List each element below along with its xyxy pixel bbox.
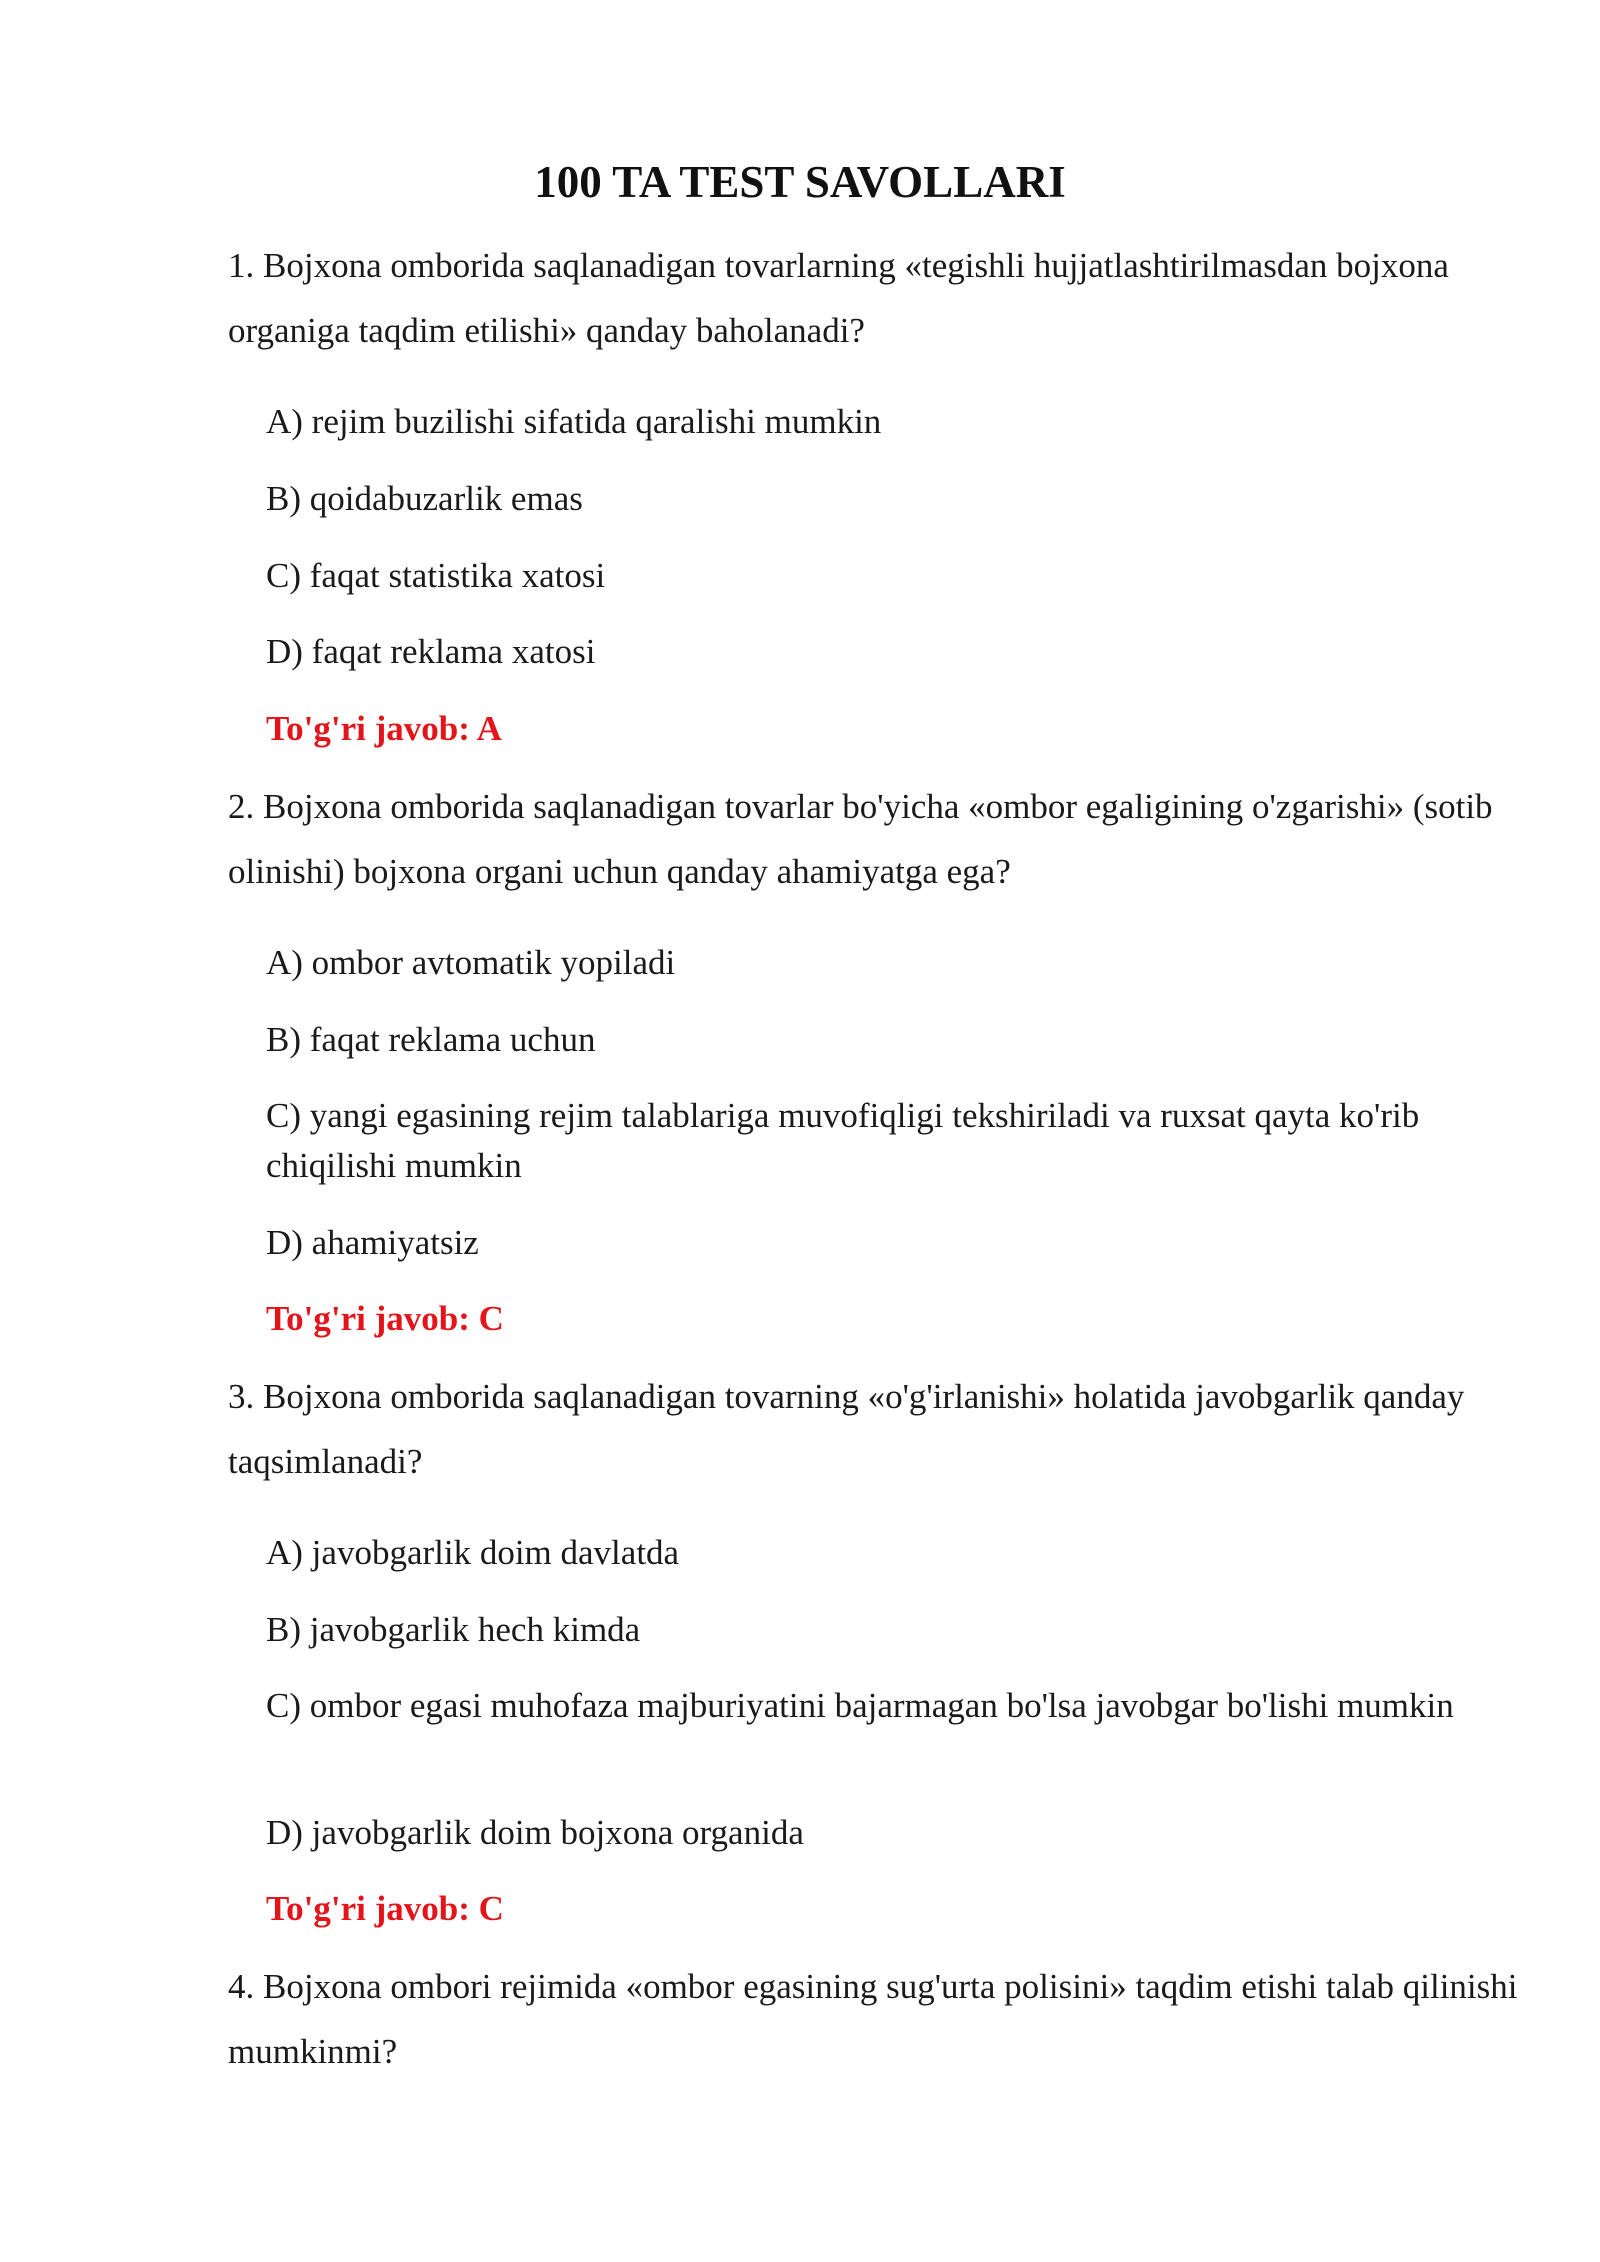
- answer-option: B) faqat reklama uchun: [266, 1020, 596, 1059]
- answer-option: B) qoidabuzarlik emas: [266, 479, 583, 518]
- question-text: 2. Bojxona omborida saqlanadigan tovarlar bo'yicha «ombor egaligining o'zgarishi» (sotib olinishi) bojxona organi uchun qanday ahamiyatga ega?: [228, 787, 1493, 891]
- correct-answer: To'g'ri javob: C: [266, 1889, 504, 1928]
- question-text: 1. Bojxona omborida saqlanadigan tovarlarning «tegishli hujjatlashtirilmasdan bojxona organiga taqdim etilishi» qanday baholanadi?: [228, 246, 1449, 350]
- answer-option: A) javobgarlik doim davlatda: [266, 1533, 680, 1572]
- answer-option: A) rejim buzilishi sifatida qaralishi mumkin: [266, 402, 882, 441]
- question-text: 3. Bojxona omborida saqlanadigan tovarning «o'g'irlanishi» holatida javobgarlik qanday taqsimlanadi?: [228, 1377, 1465, 1481]
- answer-option: D) javobgarlik doim bojxona organida: [266, 1813, 804, 1852]
- answer-option: C) yangi egasining rejim talablariga muvofiqligi tekshiriladi va ruxsat qayta ko'rib chiqilishi mumkin: [266, 1096, 1420, 1185]
- page-title: 100 TA TEST SAVOLLARI: [534, 157, 1066, 207]
- answer-option: D) ahamiyatsiz: [266, 1223, 479, 1262]
- answer-option: A) ombor avtomatik yopiladi: [266, 943, 676, 982]
- question-text: 4. Bojxona ombori rejimida «ombor egasining sug'urta polisini» taqdim etishi talab qilinishi mumkinmi?: [228, 1967, 1518, 2071]
- answer-option: D) faqat reklama xatosi: [266, 632, 596, 671]
- correct-answer: To'g'ri javob: A: [266, 709, 502, 748]
- answer-option: C) ombor egasi muhofaza majburiyatini bajarmagan bo'lsa javobgar bo'lishi mumkin: [266, 1686, 1454, 1725]
- correct-answer: To'g'ri javob: C: [266, 1299, 504, 1338]
- answer-option: C) faqat statistika xatosi: [266, 556, 606, 595]
- answer-option: B) javobgarlik hech kimda: [266, 1610, 641, 1649]
